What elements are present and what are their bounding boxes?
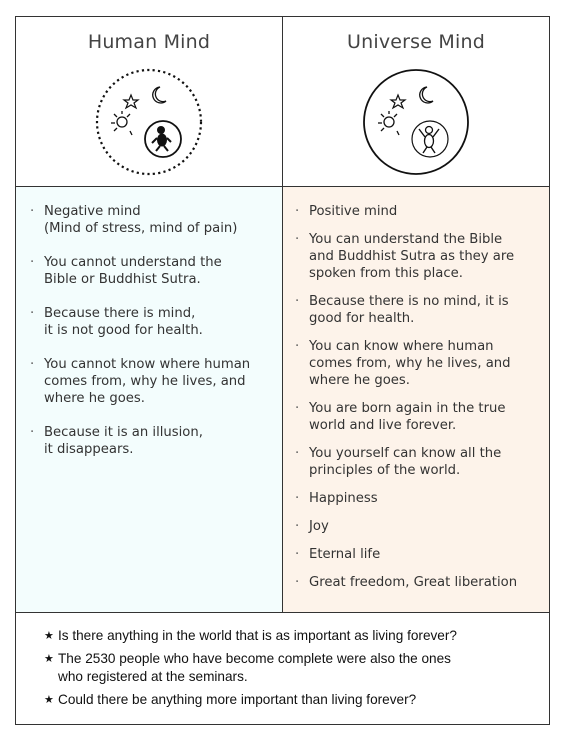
body-row [16, 187, 549, 613]
list-item: · Great freedom, Great liberation [295, 575, 518, 590]
list-item: · Because there is no mind, it is good for health. [295, 294, 509, 326]
list-item: · Eternal life [295, 547, 381, 562]
list-item: · Joy [295, 519, 329, 534]
note-item: ★ Is there anything in the world that is as important as living forever? [44, 628, 457, 643]
human-mind-emblem-icon [94, 67, 204, 177]
star-icon: ★ [44, 630, 54, 642]
list-item: · Because it is an illusion, it disappears. [30, 425, 203, 457]
list-item: · Because there is mind, it is not good for health. [30, 306, 203, 338]
human-mind-column [16, 187, 283, 612]
universe-mind-points [295, 203, 541, 591]
list-item: · You yourself can know all the principles of the world. [295, 446, 502, 478]
list-item: · Happiness [295, 491, 378, 506]
notes-list [44, 627, 533, 709]
header-row [16, 17, 549, 187]
list-item: · You cannot understand the Bible or Buddhist Sutra. [30, 255, 222, 287]
list-item: · You can know where human comes from, why he lives, and where he goes. [295, 339, 511, 388]
footer-notes [16, 613, 549, 724]
universe-mind-title: Universe Mind [347, 31, 485, 53]
human-mind-title: Human Mind [87, 31, 211, 53]
list-item: · Positive mind [295, 204, 398, 219]
list-item: · You cannot know where human comes from, why he lives, and where he goes. [30, 357, 251, 406]
note-item: ★ The 2530 people who have become complete were also the ones who registered at the seminars. [44, 651, 451, 684]
star-icon: ★ [44, 653, 54, 665]
list-item: · Negative mind (Mind of stress, mind of pain) [30, 204, 238, 236]
list-item: · You are born again in the true world and live forever. [295, 401, 506, 433]
star-icon: ★ [44, 694, 54, 706]
note-item: ★ Could there be anything more important than living forever? [44, 692, 417, 707]
human-mind-header [16, 17, 283, 186]
universe-mind-emblem-icon [361, 67, 471, 177]
human-mind-points [30, 203, 272, 458]
universe-mind-header [283, 17, 549, 186]
universe-mind-column [283, 187, 549, 612]
comparison-table [15, 16, 550, 725]
list-item: · You can understand the Bible and Buddhist Sutra as they are spoken from this place. [295, 232, 515, 281]
